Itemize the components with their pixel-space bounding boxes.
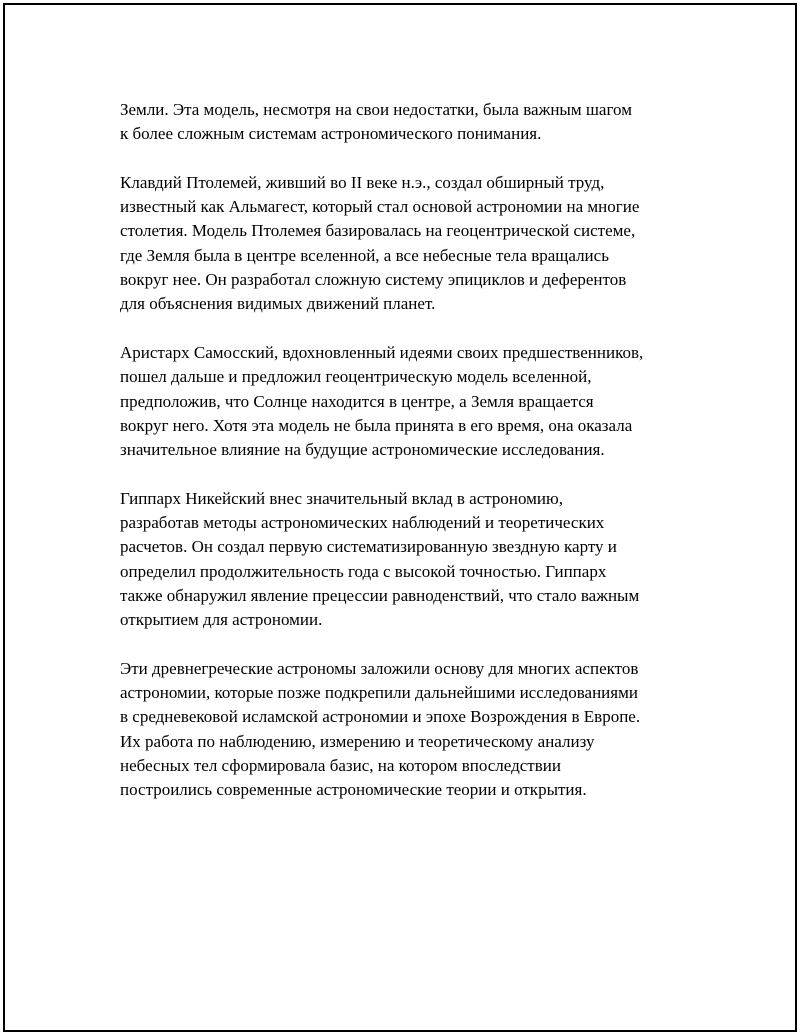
- document-page: [3, 3, 797, 1032]
- text-line: расчетов. Он создал первую систематизированную звездную карту и: [120, 537, 617, 557]
- text-line: открытием для астрономии.: [120, 610, 323, 630]
- text-line: астрономии, которые позже подкрепили дальнейшими исследованиями: [120, 683, 638, 703]
- text-line: столетия. Модель Птолемея базировалась на геоцентрической системе,: [120, 221, 636, 241]
- text-line: определил продолжительность года с высокой точностью. Гиппарх: [120, 561, 607, 581]
- paragraph-aristarchus: [120, 341, 710, 462]
- paragraph-conclusion: [120, 657, 710, 803]
- paragraph-earth-model: [120, 98, 710, 147]
- text-line: небесных тел сформировала базис, на котором впоследствии: [120, 756, 561, 776]
- text-line: Земли. Эта модель, несмотря на свои недостатки, была важным шагом: [120, 100, 632, 119]
- text-line: разработав методы астрономических наблюдений и теоретических: [120, 513, 605, 533]
- text-line: Гиппарх Никейский внес значительный вклад в астрономию,: [120, 488, 563, 508]
- text-line: для объяснения видимых движений планет.: [120, 294, 436, 314]
- paragraph-hipparchus: [120, 487, 710, 633]
- text-line: пошел дальше и предложил геоцентрическую модель вселенной,: [120, 367, 592, 387]
- text-line: значительное влияние на будущие астрономические исследования.: [120, 440, 605, 460]
- paragraph-ptolemy: [120, 171, 710, 317]
- text-line: известный как Альмагест, который стал основой астрономии на многие: [120, 197, 640, 217]
- text-line: в средневековой исламской астрономии и эпохе Возрождения в Европе.: [120, 707, 641, 727]
- text-line: Клавдий Птолемей, живший во II веке н.э., создал обширный труд,: [120, 172, 605, 192]
- text-line: вокруг него. Хотя эта модель не была принята в его время, она оказала: [120, 415, 633, 435]
- text-line: Аристарх Самосский, вдохновленный идеями своих предшественников,: [120, 342, 644, 362]
- text-line: Эти древнегреческие астрономы заложили основу для многих аспектов: [120, 658, 639, 678]
- text-line: также обнаружил явление прецессии равноденствий, что стало важным: [120, 585, 640, 605]
- text-line: где Земля была в центре вселенной, а все небесные тела вращались: [120, 245, 609, 265]
- text-line: к более сложным системам астрономического понимания.: [120, 124, 542, 144]
- document-body: [120, 98, 710, 827]
- text-line: Их работа по наблюдению, измерению и теоретическому анализу: [120, 731, 595, 751]
- text-line: построились современные астрономические теории и открытия.: [120, 780, 587, 800]
- text-line: предположив, что Солнце находится в центре, а Земля вращается: [120, 391, 594, 411]
- text-line: вокруг нее. Он разработал сложную систему эпициклов и деферентов: [120, 270, 627, 290]
